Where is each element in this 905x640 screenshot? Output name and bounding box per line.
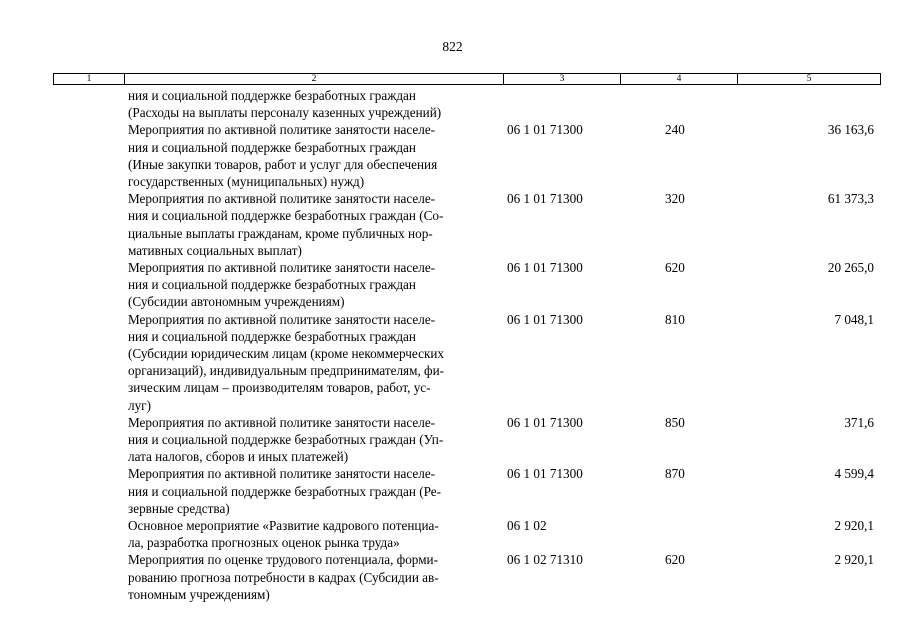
row-description — [128, 551, 493, 603]
row-expense-type: 320 — [665, 191, 685, 207]
row-expense-type: 620 — [665, 552, 685, 568]
description-line: Мероприятия по активной политике занятости населе- — [128, 311, 436, 327]
description-line: Мероприятия по активной политике занятости населе- — [128, 414, 436, 430]
row-expense-type: 240 — [665, 122, 685, 138]
row-amount: 2 920,1 — [834, 552, 874, 568]
description-line: рованию прогноза потребности в кадрах (Субсидии ав- — [128, 569, 439, 585]
table-row — [0, 311, 905, 414]
table-row — [0, 190, 905, 259]
row-description — [128, 517, 493, 551]
row-amount: 61 373,3 — [827, 191, 874, 207]
row-code: 06 1 01 71300 — [507, 260, 583, 276]
description-line: Мероприятия по активной политике занятости населе- — [128, 260, 436, 276]
row-expense-type: 870 — [665, 466, 685, 482]
row-code: 06 1 02 71310 — [507, 552, 583, 568]
page-number: 822 — [442, 39, 463, 54]
row-description — [128, 311, 493, 414]
description-line: ния и социальной поддержке безработных граждан — [128, 328, 416, 344]
table-row — [0, 465, 905, 517]
description-line: государственных (муниципальных) нужд) — [128, 174, 365, 190]
row-expense-type: 850 — [665, 414, 685, 430]
row-description — [128, 465, 493, 517]
description-line: тономным учреждениям) — [128, 586, 270, 602]
row-description — [128, 87, 493, 121]
table-row — [0, 87, 905, 121]
description-line: ния и социальной поддержке безработных граждан — [128, 277, 416, 293]
description-line: (Иные закупки товаров, работ и услуг для обеспечения — [128, 156, 438, 172]
table-row — [0, 121, 905, 190]
description-line: организаций), индивидуальным предпринимателям, фи- — [128, 363, 445, 379]
row-code: 06 1 01 71300 — [507, 311, 583, 327]
row-description — [128, 414, 493, 466]
header-col-3: 3 — [503, 74, 620, 84]
table-row — [0, 517, 905, 551]
row-amount: 20 265,0 — [827, 260, 874, 276]
description-line: Мероприятия по оценке трудового потенциала, форми- — [128, 552, 438, 568]
header-col-1: 1 — [86, 74, 92, 84]
description-line: Мероприятия по активной политике занятости населе- — [128, 466, 436, 482]
row-expense-type: 620 — [665, 260, 685, 276]
description-line: зервные средства) — [128, 500, 230, 516]
description-line: ния и социальной поддержке безработных граждан (Со- — [128, 208, 444, 224]
description-line: ния и социальной поддержке безработных граждан — [128, 139, 416, 155]
table-body — [0, 87, 905, 603]
row-amount: 7 048,1 — [834, 311, 874, 327]
row-amount: 371,6 — [844, 414, 874, 430]
description-line: Мероприятия по активной политике занятости населе- — [128, 122, 436, 138]
description-line: ния и социальной поддержке безработных граждан — [128, 88, 416, 103]
header-col-2: 2 — [124, 74, 503, 84]
row-code: 06 1 01 71300 — [507, 414, 583, 430]
table-row — [0, 259, 905, 311]
row-amount: 4 599,4 — [834, 466, 874, 482]
row-code: 06 1 01 71300 — [507, 122, 583, 138]
table-header — [53, 73, 881, 85]
description-line: ния и социальной поддержке безработных граждан (Уп- — [128, 432, 444, 448]
row-expense-type: 810 — [665, 311, 685, 327]
row-description — [128, 121, 493, 190]
description-line: зическим лицам – производителям товаров, работ, ус- — [128, 380, 431, 396]
row-description — [128, 259, 493, 311]
description-line: Мероприятия по активной политике занятости населе- — [128, 191, 436, 207]
description-line: луг) — [128, 397, 151, 413]
row-code: 06 1 01 71300 — [507, 191, 583, 207]
description-line: мативных социальных выплат) — [128, 242, 302, 258]
description-line: циальные выплаты гражданам, кроме публичных нор- — [128, 225, 433, 241]
description-line: (Расходы на выплаты персоналу казенных учреждений) — [128, 105, 442, 121]
row-description — [128, 190, 493, 259]
header-col-4: 4 — [620, 74, 737, 84]
description-line: ла, разработка прогнозных оценок рынка труда» — [128, 535, 400, 551]
description-line: (Субсидии автономным учреждениям) — [128, 294, 345, 310]
description-line: (Субсидии юридическим лицам (кроме некоммерческих — [128, 346, 445, 362]
row-amount: 2 920,1 — [834, 518, 874, 534]
description-line: Основное мероприятие «Развитие кадрового потенциа- — [128, 518, 439, 534]
description-line: ния и социальной поддержке безработных граждан (Ре- — [128, 483, 442, 499]
row-code: 06 1 02 — [507, 518, 547, 534]
row-amount: 36 163,6 — [827, 122, 874, 138]
description-line: лата налогов, сборов и иных платежей) — [128, 449, 349, 465]
row-code: 06 1 01 71300 — [507, 466, 583, 482]
table-row — [0, 551, 905, 603]
table-row — [0, 414, 905, 466]
header-col-5: 5 — [737, 74, 880, 84]
